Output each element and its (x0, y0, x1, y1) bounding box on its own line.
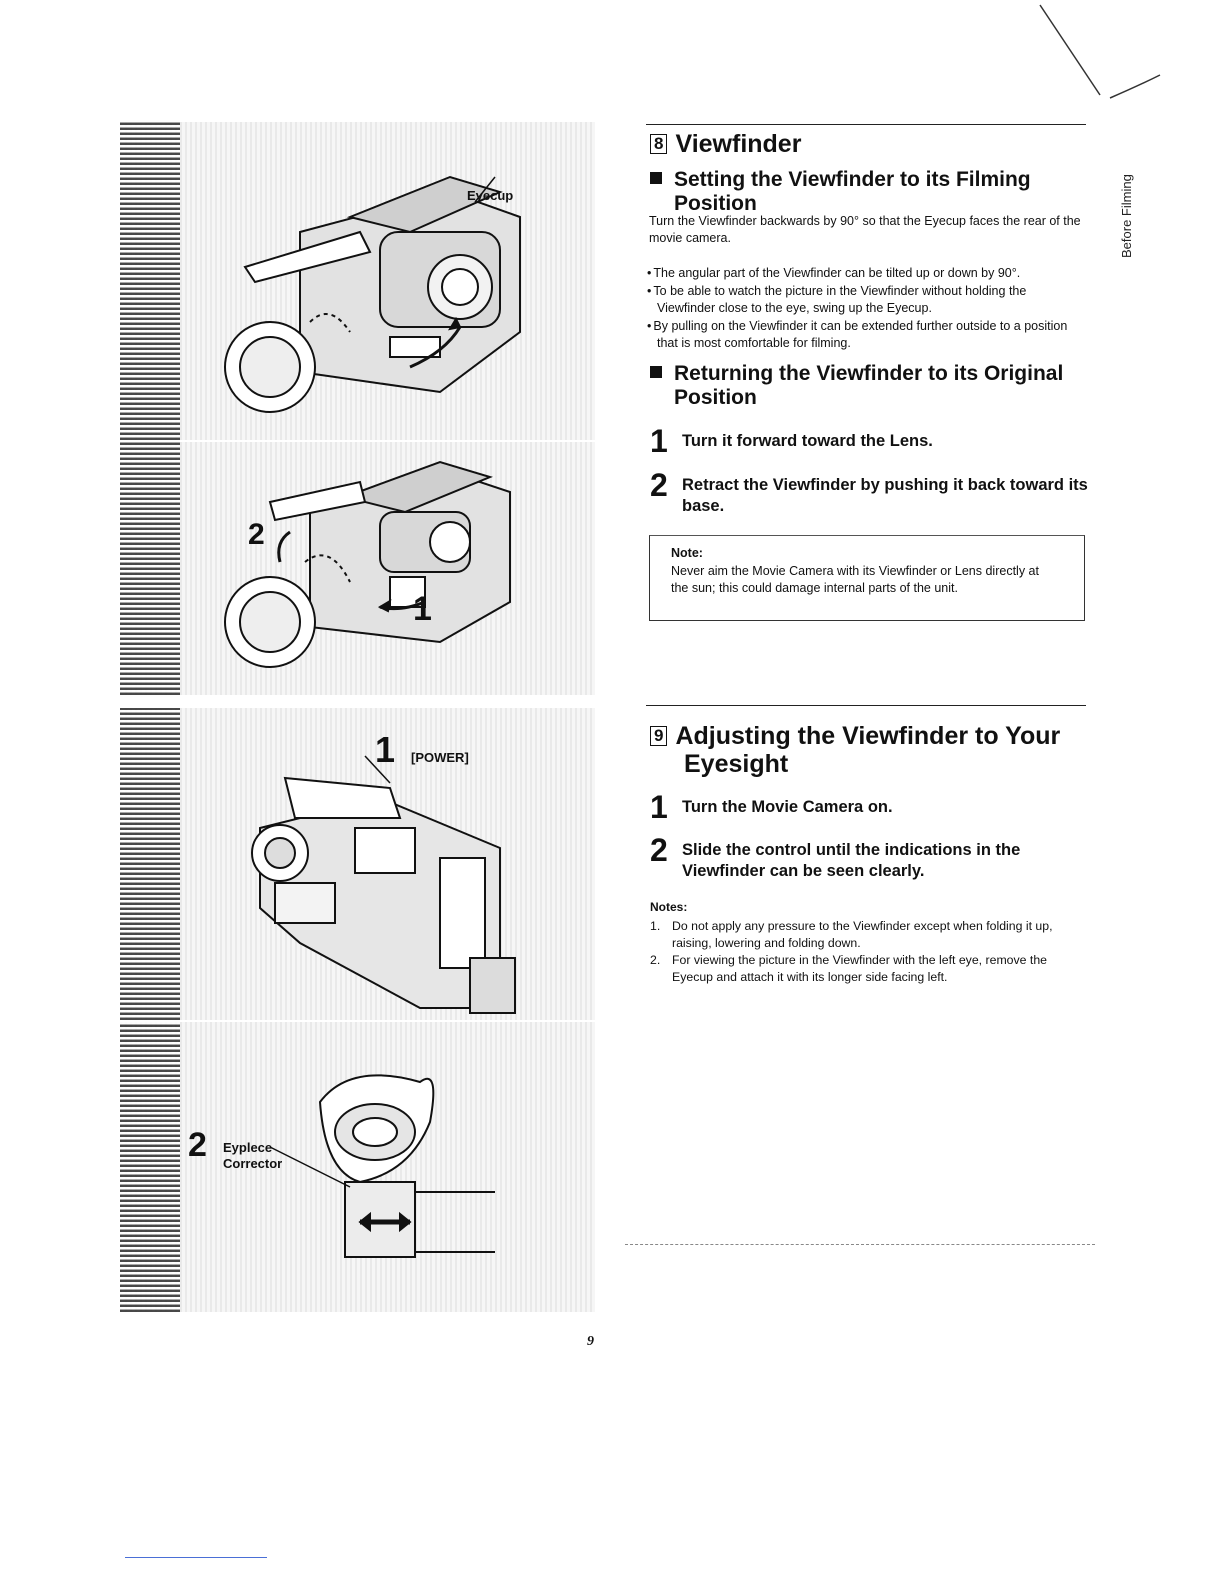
section-9-number: 9 (650, 726, 667, 746)
bullet-item: • The angular part of the Viewfinder can be tilted up or down by 90°. (647, 265, 1087, 283)
eyecup-illustration (120, 1022, 595, 1312)
returning-heading (650, 362, 1090, 410)
figure-viewfinder-return (120, 442, 595, 695)
square-bullet-icon (650, 366, 662, 378)
note-item-text: Do not apply any pressure to the Viewfinder except when folding it up, raising, lowering and folding down. (672, 919, 1053, 950)
setting-heading-line1: Setting the Viewfinder to its Filming (674, 168, 1031, 191)
return-step-1 (650, 423, 1090, 459)
note-item (650, 918, 1090, 952)
step-number: 1 (650, 789, 668, 825)
step-text: Slide the control until the indications in the Viewfinder can be seen clearly. (682, 841, 1021, 880)
note-heading: Note: (671, 546, 703, 560)
square-bullet-icon (650, 172, 662, 184)
note-item-text: For viewing the picture in the Viewfinder with the left eye, remove the Eyecup and attach it with its longer side facing left. (672, 953, 1048, 984)
figure-eyepiece-corrector (120, 1022, 595, 1312)
setting-bullet-list (647, 265, 1087, 353)
eyecup-label: Eyecup (467, 188, 514, 203)
step-text: Turn it forward toward the Lens. (682, 432, 933, 450)
section-9-title-line1: Adjusting the Viewfinder to Your (675, 722, 1061, 750)
note-item (650, 952, 1090, 986)
camcorder-illustration-1 (120, 122, 595, 440)
power-label: [POWER] (411, 750, 469, 765)
returning-heading-line1: Returning the Viewfinder to its Original (674, 362, 1064, 385)
note-number: 1. (650, 919, 661, 933)
section-9-title-line2: Eyesight (684, 750, 789, 778)
step-text: Retract the Viewfinder by pushing it back toward its base. (682, 476, 1088, 515)
side-tab-before-filming: Before Filming (1119, 174, 1134, 258)
section-8-top-rule (646, 124, 1086, 125)
section-8-number: 8 (650, 134, 667, 154)
note-box (649, 535, 1085, 621)
adjust-step-1 (650, 789, 1090, 825)
step-number: 1 (650, 423, 668, 459)
bullet-item: • To be able to watch the picture in the Viewfinder without holding the Viewfinder close to the eye, swing up the Eyecup. (647, 283, 1087, 318)
figure-viewfinder-filming-position (120, 122, 595, 440)
bottom-blue-rule (125, 1557, 267, 1558)
figure-step-2-marker: 2 (248, 518, 265, 551)
eyepiece-label-line1: Eyplece (223, 1140, 273, 1155)
notes-heading: Notes: (650, 900, 688, 914)
page-number: 9 (587, 1334, 594, 1349)
section-9-title (650, 722, 1090, 778)
bullet-item: • By pulling on the Viewfinder it can be extended further outside to a position that is most comfortable for filming. (647, 318, 1087, 353)
figure-step-1-marker: 1 (413, 590, 432, 628)
returning-heading-line2: Position (674, 386, 757, 409)
figure-power-step-marker: 1 (375, 729, 396, 770)
eyepiece-label-line2: Corrector (223, 1156, 283, 1171)
note-number: 2. (650, 953, 661, 967)
note-text: Never aim the Movie Camera with its Viewfinder or Lens directly at the sun; this could damage internal parts of the unit. (671, 564, 1039, 595)
bottom-dashed-rule (625, 1244, 1095, 1245)
section-9-top-rule (646, 705, 1086, 706)
return-step-2 (650, 467, 1090, 517)
camcorder-illustration-2 (120, 442, 595, 695)
camcorder-illustration-3 (120, 708, 595, 1020)
figure-corrector-step-marker: 2 (188, 1126, 207, 1164)
setting-heading (650, 168, 1090, 216)
notes-list (650, 918, 1090, 986)
step-number: 2 (650, 832, 668, 868)
section-8-title-text: Viewfinder (675, 130, 802, 158)
scan-artifact (1030, 0, 1170, 110)
figure-power-switch (120, 708, 595, 1020)
section-8-title (650, 130, 1090, 158)
setting-intro: Turn the Viewfinder backwards by 90° so that the Eyecup faces the rear of the movie camera. (649, 214, 1081, 245)
adjust-step-2 (650, 832, 1090, 882)
step-number: 2 (650, 467, 668, 503)
step-text: Turn the Movie Camera on. (682, 798, 893, 816)
setting-heading-line2: Position (674, 192, 757, 215)
